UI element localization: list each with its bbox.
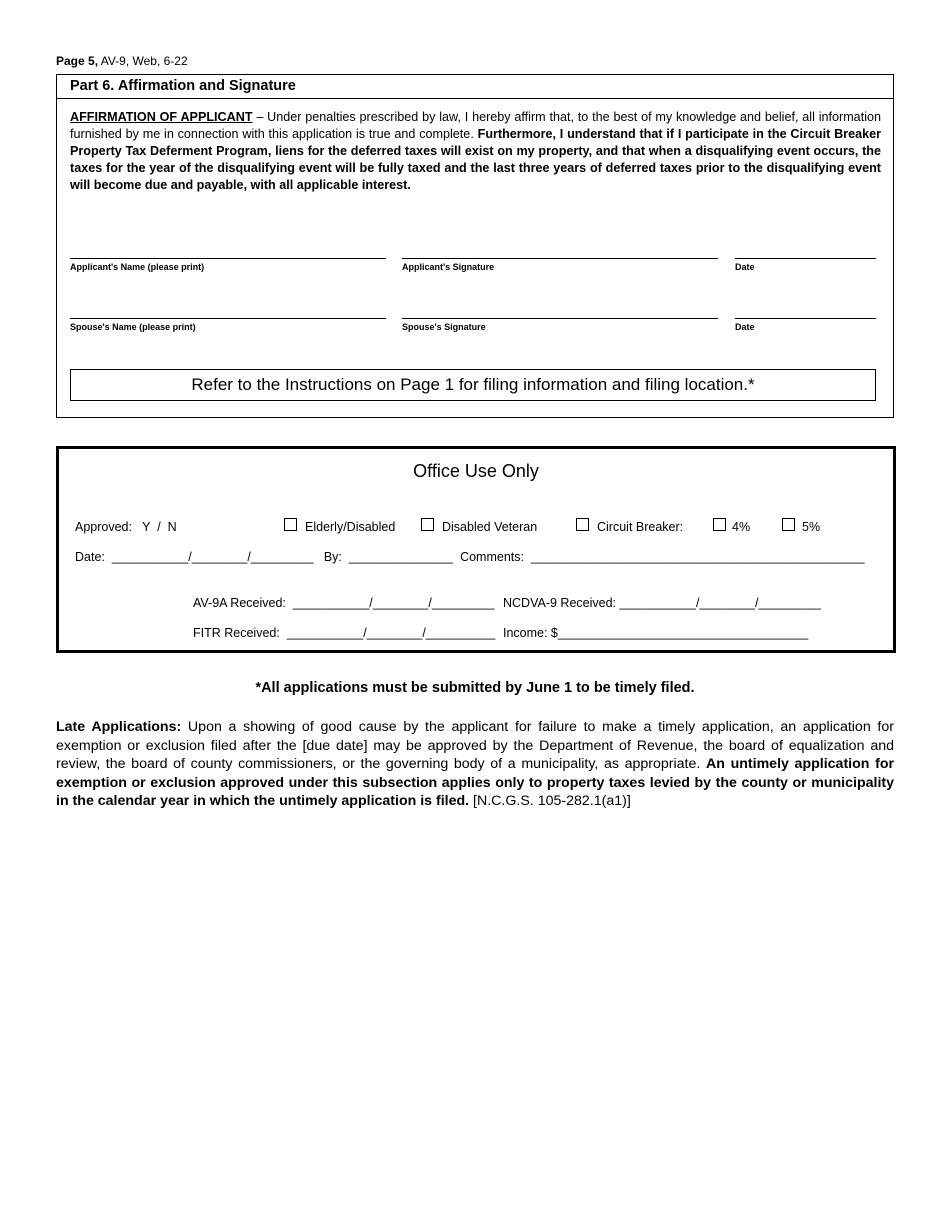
spouse-name-line[interactable] [70, 318, 386, 319]
late-applications-paragraph [56, 718, 894, 811]
affirmation-paragraph [70, 109, 881, 194]
part6-title: Part 6. Affirmation and Signature [57, 75, 893, 99]
office-use-section [56, 446, 896, 653]
applicant-date-label: Date [735, 262, 755, 272]
spouse-name-label: Spouse's Name (please print) [70, 322, 196, 332]
circuit-breaker-checkbox[interactable] [576, 518, 589, 531]
applicant-signature-label: Applicant's Signature [402, 262, 495, 272]
applicant-name-line[interactable] [70, 258, 386, 259]
disabled-veteran-checkbox[interactable] [421, 518, 434, 531]
refer-instructions-box: Refer to the Instructions on Page 1 for filing information and filing location.* [70, 369, 876, 401]
late-applications-bold-text: An untimely application for exemption or exclusion approved under this subsection applies only to property taxes levied by the county or municipality in the calendar year in which the untimely application is filed. [56, 756, 895, 809]
elderly-disabled-checkbox[interactable] [284, 518, 297, 531]
applicant-signature-line[interactable] [402, 258, 718, 259]
spouse-date-label: Date [735, 322, 755, 332]
approved-field[interactable]: Approved: Y / N [75, 520, 177, 534]
form-id: AV-9, Web, 6-22 [100, 54, 188, 68]
date-by-comments-line[interactable]: Date: ___________/________/_________ By: _______________ Comments: ________________________________________________ [75, 550, 865, 564]
affirmation-text: – Under penalties prescribed by law, I hereby affirm that, to the best of my knowledge and belief, all information furnished by me in connection with this application is true and complete. [70, 110, 881, 141]
late-applications-heading: Late Applications: [56, 719, 182, 735]
statute-citation: [N.C.G.S. 105-282.1(a1)] [469, 793, 631, 809]
spouse-date-line[interactable] [735, 318, 876, 319]
applicant-name-label: Applicant's Name (please print) [70, 262, 205, 272]
office-use-title: Office Use Only [413, 461, 539, 481]
deadline-note: *All applications must be submitted by June 1 to be timely filed. [255, 680, 695, 696]
elderly-disabled-label: Elderly/Disabled [305, 520, 396, 534]
five-percent-label: 5% [802, 520, 821, 534]
fitr-received-field[interactable]: FITR Received: ___________/________/__________ [193, 626, 496, 640]
spouse-signature-line[interactable] [402, 318, 718, 319]
late-applications-text: Upon a showing of good cause by the applicant for failure to make a timely application, an application for exemption or exclusion filed after the [due date] may be approved by the Department of Revenue, the board of equalization and review, the board of county commissioners, or the governing body of a municipality, as appropriate. [56, 719, 894, 772]
part6-section [56, 74, 894, 418]
ncdva9-received-field[interactable]: NCDVA-9 Received: ___________/________/_________ [503, 596, 822, 610]
page-number: Page 5, [56, 54, 99, 68]
affirmation-heading: AFFIRMATION OF APPLICANT [70, 110, 253, 124]
disabled-veteran-label: Disabled Veteran [442, 520, 538, 534]
circuit-breaker-label: Circuit Breaker: [597, 520, 684, 534]
page-header [56, 54, 188, 68]
spouse-signature-label: Spouse's Signature [402, 322, 486, 332]
five-percent-checkbox[interactable] [782, 518, 795, 531]
affirmation-bold-text: Furthermore, I understand that if I participate in the Circuit Breaker Property Tax Deferment Program, liens for the deferred taxes will exist on my property, and that when a disqualifying event occurs, the taxes for the year of the disqualifying event will be fully taxed and the last three years of deferred taxes prior to the disqualifying event will become due and payable, with all applicable interest. [70, 127, 881, 192]
income-field[interactable]: Income: $____________________________________ [503, 626, 809, 640]
applicant-date-line[interactable] [735, 258, 876, 259]
four-percent-checkbox[interactable] [713, 518, 726, 531]
four-percent-label: 4% [732, 520, 751, 534]
av9a-received-field[interactable]: AV-9A Received: ___________/________/_________ [193, 596, 495, 610]
